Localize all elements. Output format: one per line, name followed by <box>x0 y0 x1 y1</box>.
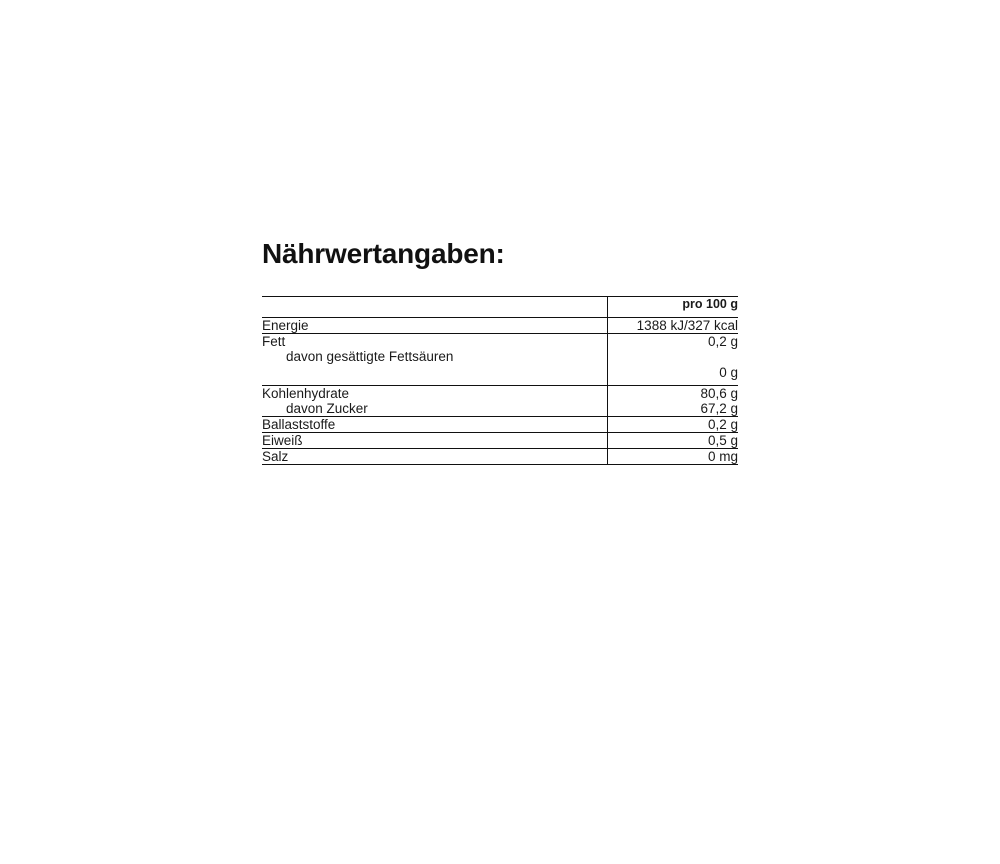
row-label-ballaststoffe: Ballaststoffe <box>262 417 608 433</box>
row-subvalue-gesaettigte-fettsaeuren: 0 g <box>719 365 738 380</box>
row-value-fett-cell <box>608 334 739 386</box>
table-row <box>262 433 738 449</box>
row-label-eiweiss: Eiweiß <box>262 433 608 449</box>
table-header-row <box>262 297 738 318</box>
nutrition-table <box>262 296 738 465</box>
header-label-cell <box>262 297 608 318</box>
row-label-salz: Salz <box>262 449 608 465</box>
row-label-kohlenhydrate: Kohlenhydrate <box>262 386 350 401</box>
row-value-ballaststoffe: 0,2 g <box>707 417 738 432</box>
row-value-eiweiss: 0,5 g <box>707 433 738 448</box>
row-sublabel-gesaettigte-fettsaeuren: davon gesättigte Fettsäuren <box>286 349 454 364</box>
row-value-energie: 1388 kJ/327 kcal <box>636 318 738 333</box>
row-sublabel-zucker: davon Zucker <box>286 401 368 416</box>
table-row <box>262 334 738 386</box>
page-title: Nährwertangaben: <box>262 238 505 269</box>
row-value-fett: 0,2 g <box>707 334 738 349</box>
table-row <box>262 318 738 334</box>
row-subvalue-zucker: 67,2 g <box>700 401 738 416</box>
row-value-kohlenhydrate-cell <box>608 386 739 417</box>
header-value-cell: pro 100 g <box>682 297 738 311</box>
row-label-fett: Fett <box>262 334 286 349</box>
table-row <box>262 449 738 465</box>
row-value-kohlenhydrate: 80,6 g <box>700 386 738 401</box>
table-row <box>262 417 738 433</box>
row-value-salz: 0 mg <box>707 449 738 464</box>
row-label-kohlenhydrate-cell <box>262 386 608 417</box>
row-label-fett-cell <box>262 334 608 386</box>
row-label-energie: Energie <box>262 318 608 334</box>
table-row <box>262 386 738 417</box>
